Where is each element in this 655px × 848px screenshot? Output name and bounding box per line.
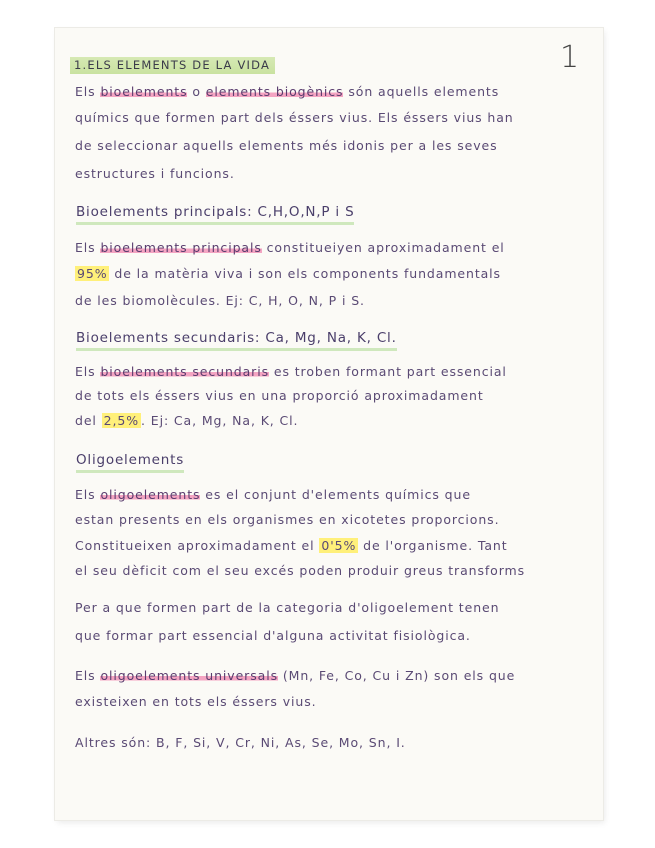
principals-line-2: 95% de la matèria viva i son els components fundamentals bbox=[77, 266, 501, 281]
principals-line-1: Els bioelements principals constitueiyen aproximadament el bbox=[75, 240, 505, 255]
term-oligoelements-universals: oligoelements universals bbox=[100, 668, 278, 683]
highlight-2-5: 2,5% bbox=[103, 413, 140, 428]
secundaris-line-1: Els bioelements secundaris es troben formant part essencial bbox=[75, 364, 507, 379]
oligo-line-9: Altres són: B, F, Si, V, Cr, Ni, As, Se, Mo, Sn, I. bbox=[75, 735, 406, 750]
oligo-line-8: existeixen en tots els éssers vius. bbox=[75, 694, 317, 709]
oligo-line-4: el seu dèficit com el seu excés poden produir greus transforms bbox=[75, 563, 526, 578]
intro-line-4: estructures i funcions. bbox=[75, 166, 235, 181]
term-bioelements-secundaris: bioelements secundaris bbox=[100, 364, 269, 379]
term-bioelements: bioelements bbox=[100, 84, 188, 99]
heading-secundaris: Bioelements secundaris: Ca, Mg, Na, K, Cl. bbox=[76, 330, 397, 351]
principals-line-3: de les biomolècules. Ej: C, H, O, N, P i S. bbox=[75, 293, 365, 308]
term-oligoelements: oligoelements bbox=[100, 487, 201, 502]
intro-line-3: de seleccionar aquells elements més idonis per a les seves bbox=[75, 138, 498, 153]
section-title: 1.ELS ELEMENTS DE LA VIDA bbox=[70, 57, 275, 74]
oligo-line-6: que formar part essencial d'alguna activitat fisiològica. bbox=[75, 628, 471, 643]
term-bioelements-principals: bioelements principals bbox=[100, 240, 262, 255]
oligo-line-7: Els oligoelements universals (Mn, Fe, Co, Cu i Zn) son els que bbox=[75, 668, 516, 683]
intro-line-2: químics que formen part dels éssers vius. Els éssers vius han bbox=[75, 110, 514, 125]
heading-principals: Bioelements principals: C,H,O,N,P i S bbox=[76, 204, 354, 225]
highlight-95: 95% bbox=[77, 266, 108, 281]
page-number: 1 bbox=[560, 40, 580, 75]
secundaris-line-2: de tots els éssers vius en una proporció aproximadament bbox=[75, 388, 484, 403]
secundaris-line-3: del 2,5% . Ej: Ca, Mg, Na, K, Cl. bbox=[75, 413, 299, 428]
intro-line-1: Els bioelements o elements biogènics són aquells elements bbox=[75, 84, 500, 99]
oligo-line-5: Per a que formen part de la categoria d'oligoelement tenen bbox=[75, 600, 500, 615]
heading-oligoelements: Oligoelements bbox=[76, 452, 184, 473]
oligo-line-1: Els oligoelements es el conjunt d'elements químics que bbox=[75, 487, 471, 502]
term-elements-biogenics: elements biogènics bbox=[205, 84, 344, 99]
oligo-line-3: Constitueixen aproximadament el 0'5% de l'organisme. Tant bbox=[75, 538, 508, 553]
highlight-0-5: 0'5% bbox=[321, 538, 357, 553]
oligo-line-2: estan presents en els organismes en xicotetes proporcions. bbox=[75, 512, 500, 527]
